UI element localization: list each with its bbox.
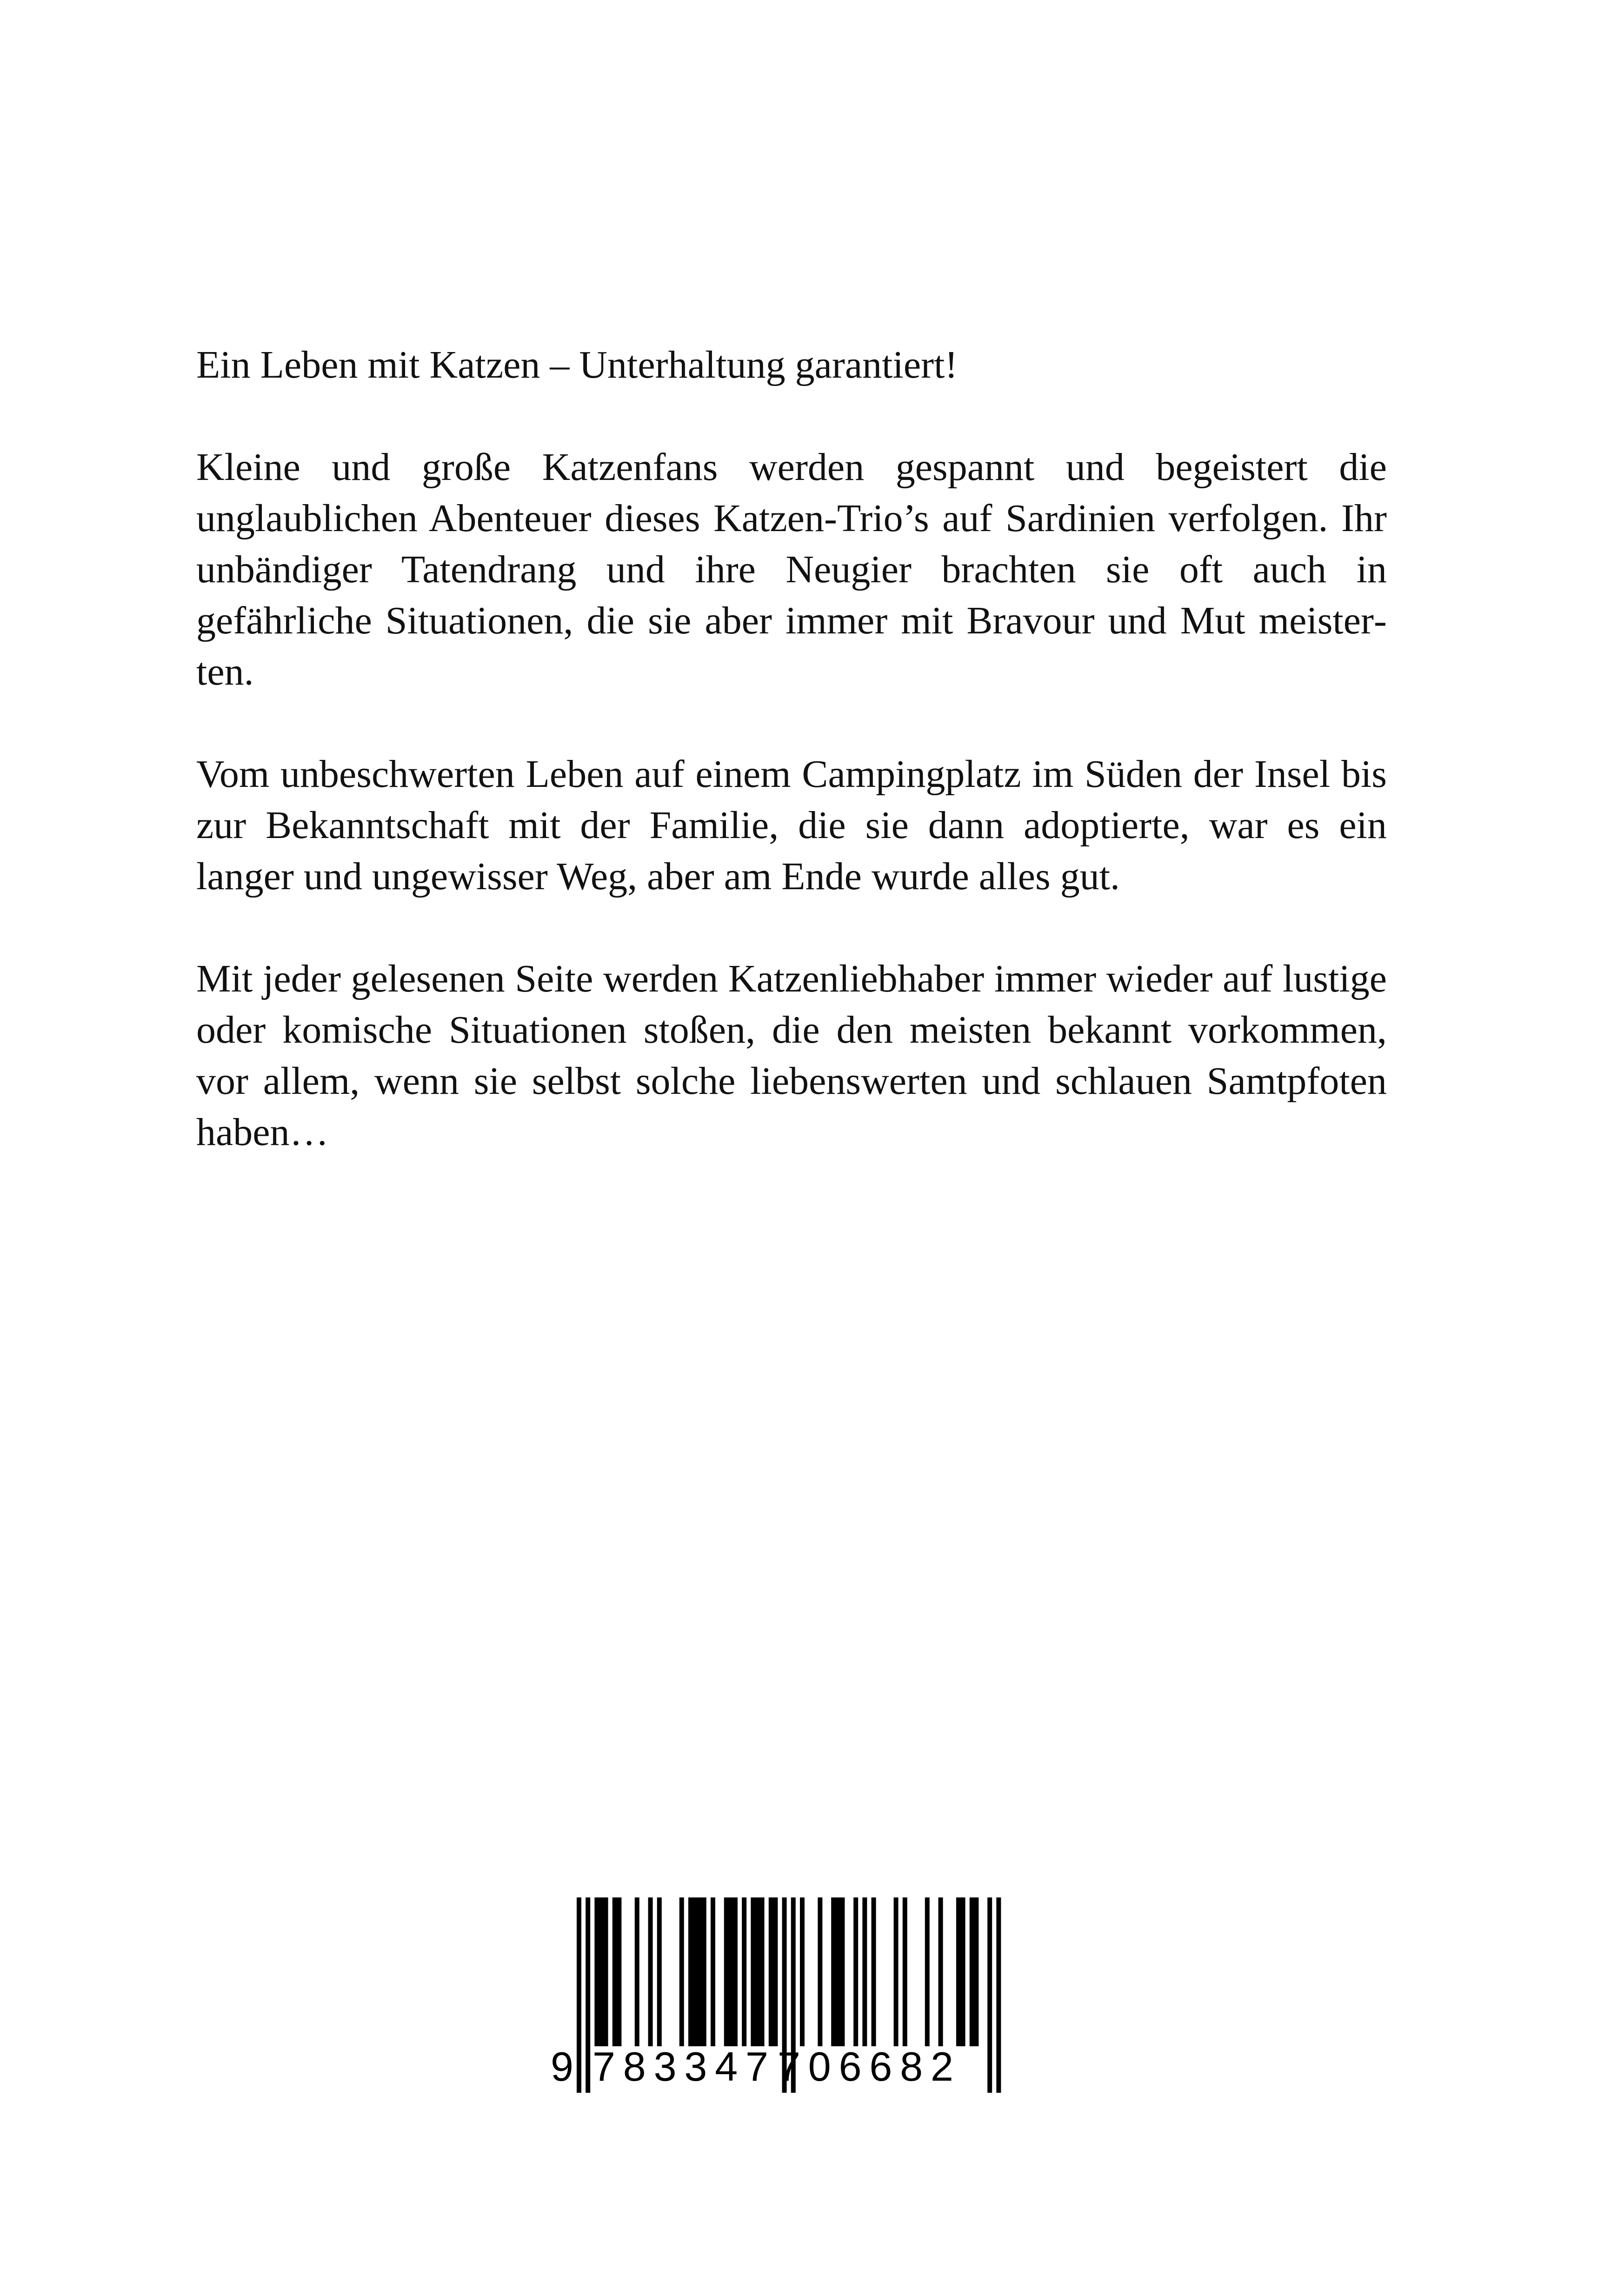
barcode-bar bbox=[724, 1897, 729, 2046]
barcode-bar bbox=[818, 1897, 822, 2046]
barcode-bar bbox=[769, 1897, 773, 2046]
barcode-guard-bar bbox=[577, 1897, 581, 2093]
barcode-bar bbox=[688, 1897, 693, 2046]
barcode-first-digit: 9 bbox=[551, 2043, 573, 2090]
blurb-paragraph-2: Vom unbeschwerten Leben auf einem Campingplatz im Süden der Insel bis zur Bekanntschaft mit der Familie, die sie dann adoptierte, war es ein langer und ungewisser Weg, aber am Ende wurde alles gut. bbox=[196, 752, 1387, 898]
barcode-bar bbox=[742, 1897, 746, 2046]
barcode-bar bbox=[840, 1897, 845, 2046]
barcode-bar bbox=[657, 1897, 662, 2046]
blurb-paragraph-3: Mit jeder gelesenen Seite werden Katzenliebhaber immer wieder auf lustige oder komische Situationen stoßen, die den meisten bekannt vorkommen, vor allem, wenn sie selbst solche liebenswerten und schlauen Samtpfoten haben… bbox=[196, 957, 1387, 1154]
blurb-paragraph-1: Kleine und große Katzenfans werden gespannt und begeistert die unglaublichen Abenteuer dieses Katzen-Trio’s auf Sardinien verfolgen. Ihr unbändiger Tatendrang und ihre Neugier brachten sie oft auch in gefährliche Situationen, die sie aber immer mit Bravour und Mut meisterten. bbox=[196, 446, 1387, 693]
barcode-bar bbox=[599, 1897, 604, 2046]
barcode-left-digits: 783347 bbox=[592, 2043, 768, 2090]
barcode-bar bbox=[594, 1897, 599, 2046]
barcode-bar bbox=[679, 1897, 684, 2046]
barcode-bar bbox=[853, 1897, 858, 2046]
barcode-bar bbox=[872, 1897, 876, 2046]
barcode-bar bbox=[925, 1897, 930, 2046]
barcode-bar bbox=[938, 1897, 943, 2046]
barcode-bar bbox=[956, 1897, 961, 2046]
isbn-barcode bbox=[549, 1897, 1005, 2093]
barcode-guard-bar bbox=[996, 1897, 1001, 2093]
barcode-guard-bar bbox=[987, 1897, 992, 2093]
barcode-bar bbox=[800, 1897, 805, 2046]
barcode-bar bbox=[702, 1897, 706, 2046]
barcode-bar bbox=[751, 1897, 755, 2046]
tagline: Ein Leben mit Katzen – Unterhaltung garantiert! bbox=[196, 343, 958, 386]
barcode-right-digits: 706682 bbox=[778, 2043, 953, 2090]
barcode-bar bbox=[711, 1897, 715, 2046]
barcode-bar bbox=[773, 1897, 778, 2046]
barcode-bar bbox=[635, 1897, 639, 2046]
barcode-bar bbox=[894, 1897, 899, 2046]
barcode-bar bbox=[617, 1897, 621, 2046]
barcode-bar bbox=[831, 1897, 836, 2046]
barcode-bar bbox=[760, 1897, 765, 2046]
barcode-bar bbox=[755, 1897, 760, 2046]
barcode-bar bbox=[903, 1897, 907, 2046]
barcode-bar bbox=[961, 1897, 965, 2046]
barcode-bar bbox=[648, 1897, 653, 2046]
barcode-bar bbox=[836, 1897, 840, 2046]
barcode-bar bbox=[728, 1897, 733, 2046]
barcode-bar bbox=[604, 1897, 608, 2046]
barcode-guard-bar bbox=[586, 1897, 590, 2093]
barcode-bar bbox=[693, 1897, 698, 2046]
barcode-bar bbox=[612, 1897, 617, 2046]
barcode-bar bbox=[697, 1897, 702, 2046]
back-cover-text bbox=[196, 339, 1387, 1209]
barcode-graphic bbox=[549, 1897, 1005, 2093]
barcode-bar bbox=[862, 1897, 867, 2046]
barcode-bar bbox=[733, 1897, 738, 2046]
barcode-bar bbox=[974, 1897, 978, 2046]
barcode-bar bbox=[970, 1897, 974, 2046]
